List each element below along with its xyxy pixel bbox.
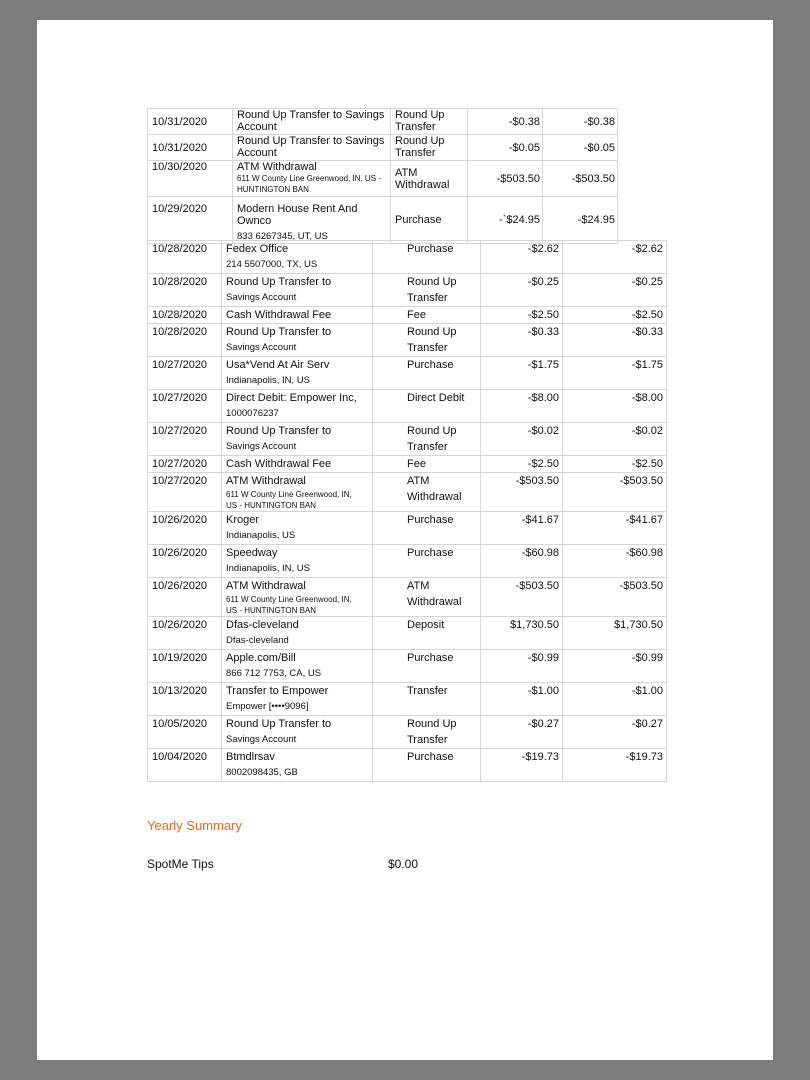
- amount-cell: -$0.25: [481, 274, 563, 307]
- type-cell: Purchase: [373, 650, 481, 683]
- amount-cell: -$503.50: [481, 578, 563, 617]
- description-cell: Direct Debit: Empower Inc, 1000076237: [222, 390, 373, 423]
- amount-cell: -$0.33: [481, 324, 563, 357]
- amount-cell: -$2.62: [481, 241, 563, 274]
- date-cell: 10/30/2020: [148, 161, 233, 197]
- date-cell: 10/28/2020: [148, 274, 222, 307]
- description-cell: Usa*Vend At Air Serv Indianapolis, IN, US: [222, 357, 373, 390]
- amount-cell: -$60.98: [481, 545, 563, 578]
- table-row: [148, 274, 667, 307]
- date-cell: 10/27/2020: [148, 390, 222, 423]
- type-cell: ATM Withdrawal: [373, 578, 481, 617]
- transactions-table-top: [147, 108, 618, 244]
- amount-cell: -$503.50: [468, 161, 543, 197]
- table-row: [148, 390, 667, 423]
- date-cell: 10/29/2020: [148, 197, 233, 244]
- date-cell: 10/26/2020: [148, 617, 222, 650]
- date-cell: 10/27/2020: [148, 423, 222, 456]
- date-cell: 10/27/2020: [148, 456, 222, 473]
- type-cell: Round Up Transfer: [373, 274, 481, 307]
- amount-cell: $1,730.50: [481, 617, 563, 650]
- total-cell: -$2.50: [563, 307, 667, 324]
- total-cell: -$0.99: [563, 650, 667, 683]
- table-row: [148, 545, 667, 578]
- description-cell: Btmdlrsav 8002098435, GB: [222, 749, 373, 782]
- type-cell: Deposit: [373, 617, 481, 650]
- type-cell: Purchase: [373, 241, 481, 274]
- date-cell: 10/31/2020: [148, 135, 233, 161]
- description-cell: ATM Withdrawal 611 W County Line Greenwood, IN, US - HUNTINGTON BAN: [233, 161, 391, 197]
- type-cell: Purchase: [373, 357, 481, 390]
- total-cell: -$503.50: [563, 473, 667, 512]
- amount-cell: -$8.00: [481, 390, 563, 423]
- table-row: [148, 683, 667, 716]
- amount-cell: -$0.05: [468, 135, 543, 161]
- description-cell: Dfas-cleveland Dfas-cleveland: [222, 617, 373, 650]
- table-row: [148, 324, 667, 357]
- date-cell: 10/26/2020: [148, 512, 222, 545]
- table-row: [148, 307, 667, 324]
- description-cell: Cash Withdrawal Fee: [222, 307, 373, 324]
- amount-cell: -$503.50: [481, 473, 563, 512]
- table-row: [148, 512, 667, 545]
- type-cell: Round Up Transfer: [373, 324, 481, 357]
- amount-cell: -$1.00: [481, 683, 563, 716]
- total-cell: -$60.98: [563, 545, 667, 578]
- type-cell: Purchase: [373, 545, 481, 578]
- type-cell: ATM Withdrawal: [373, 473, 481, 512]
- description-cell: Cash Withdrawal Fee: [222, 456, 373, 473]
- spotme-tips-value: $0.00: [388, 857, 419, 871]
- date-cell: 10/28/2020: [148, 324, 222, 357]
- total-cell: -$0.25: [563, 274, 667, 307]
- total-cell: -$2.50: [563, 456, 667, 473]
- total-cell: -$0.27: [563, 716, 667, 749]
- total-cell: -$24.95: [543, 197, 618, 244]
- table-row: [148, 109, 618, 135]
- date-cell: 10/19/2020: [148, 650, 222, 683]
- description-cell: Round Up Transfer to Savings Account: [233, 135, 391, 161]
- table-row: [148, 473, 667, 512]
- type-cell: Purchase: [391, 197, 468, 244]
- type-cell: Transfer: [373, 683, 481, 716]
- amount-cell: -$1.75: [481, 357, 563, 390]
- description-cell: Round Up Transfer to Savings Account: [222, 716, 373, 749]
- date-cell: 10/28/2020: [148, 241, 222, 274]
- total-cell: -$503.50: [543, 161, 618, 197]
- total-cell: -$0.05: [543, 135, 618, 161]
- description-cell: Transfer to Empower Empower [••••9096]: [222, 683, 373, 716]
- amount-cell: -$2.50: [481, 456, 563, 473]
- description-cell: Speedway Indianapolis, IN, US: [222, 545, 373, 578]
- total-cell: -$19.73: [563, 749, 667, 782]
- date-cell: 10/05/2020: [148, 716, 222, 749]
- transactions-table-main: [147, 240, 667, 782]
- description-cell: Fedex Office 214 5507000, TX, US: [222, 241, 373, 274]
- amount-cell: -$19.73: [481, 749, 563, 782]
- total-cell: $1,730.50: [563, 617, 667, 650]
- date-cell: 10/27/2020: [148, 473, 222, 512]
- total-cell: -$0.38: [543, 109, 618, 135]
- description-cell: Apple.com/Bill 866 712 7753, CA, US: [222, 650, 373, 683]
- type-cell: Round Up Transfer: [391, 135, 468, 161]
- total-cell: -$1.00: [563, 683, 667, 716]
- date-cell: 10/13/2020: [148, 683, 222, 716]
- type-cell: Purchase: [373, 512, 481, 545]
- table-row: [148, 650, 667, 683]
- table-row: [148, 716, 667, 749]
- amount-cell: -$2.50: [481, 307, 563, 324]
- table-row: [148, 357, 667, 390]
- amount-cell: -$41.67: [481, 512, 563, 545]
- table-row: [148, 749, 667, 782]
- date-cell: 10/26/2020: [148, 578, 222, 617]
- description-cell: Modern House Rent And Ownco 833 6267345, UT, US: [233, 197, 391, 244]
- total-cell: -$0.33: [563, 324, 667, 357]
- total-cell: -$1.75: [563, 357, 667, 390]
- date-cell: 10/27/2020: [148, 357, 222, 390]
- table-row: [148, 578, 667, 617]
- total-cell: -$2.62: [563, 241, 667, 274]
- description-cell: Round Up Transfer to Savings Account: [222, 324, 373, 357]
- table-row: [148, 197, 618, 244]
- type-cell: Round Up Transfer: [391, 109, 468, 135]
- amount-cell: -$0.38: [468, 109, 543, 135]
- type-cell: Direct Debit: [373, 390, 481, 423]
- table-row: [148, 456, 667, 473]
- description-cell: ATM Withdrawal 611 W County Line Greenwood, IN, US - HUNTINGTON BAN: [222, 473, 373, 512]
- type-cell: Fee: [373, 307, 481, 324]
- total-cell: -$0.02: [563, 423, 667, 456]
- yearly-summary-title: Yearly Summary: [147, 818, 242, 833]
- date-cell: 10/28/2020: [148, 307, 222, 324]
- amount-cell: -$0.99: [481, 650, 563, 683]
- amount-cell: -$0.02: [481, 423, 563, 456]
- description-cell: ATM Withdrawal 611 W County Line Greenwood, IN, US - HUNTINGTON BAN: [222, 578, 373, 617]
- type-cell: Round Up Transfer: [373, 423, 481, 456]
- table-row: [148, 241, 667, 274]
- type-cell: Round Up Transfer: [373, 716, 481, 749]
- type-cell: Purchase: [373, 749, 481, 782]
- date-cell: 10/31/2020: [148, 109, 233, 135]
- spotme-tips-label: SpotMe Tips: [147, 857, 214, 871]
- total-cell: -$503.50: [563, 578, 667, 617]
- type-cell: Fee: [373, 456, 481, 473]
- description-cell: Round Up Transfer to Savings Account: [222, 274, 373, 307]
- table-row: [148, 617, 667, 650]
- table-row: [148, 423, 667, 456]
- description-cell: Kroger Indianapolis, US: [222, 512, 373, 545]
- description-cell: Round Up Transfer to Savings Account: [222, 423, 373, 456]
- description-cell: Round Up Transfer to Savings Account: [233, 109, 391, 135]
- amount-cell: -`$24.95: [468, 197, 543, 244]
- date-cell: 10/26/2020: [148, 545, 222, 578]
- amount-cell: -$0.27: [481, 716, 563, 749]
- table-row: [148, 135, 618, 161]
- type-cell: ATM Withdrawal: [391, 161, 468, 197]
- total-cell: -$41.67: [563, 512, 667, 545]
- table-row: [148, 161, 618, 197]
- date-cell: 10/04/2020: [148, 749, 222, 782]
- total-cell: -$8.00: [563, 390, 667, 423]
